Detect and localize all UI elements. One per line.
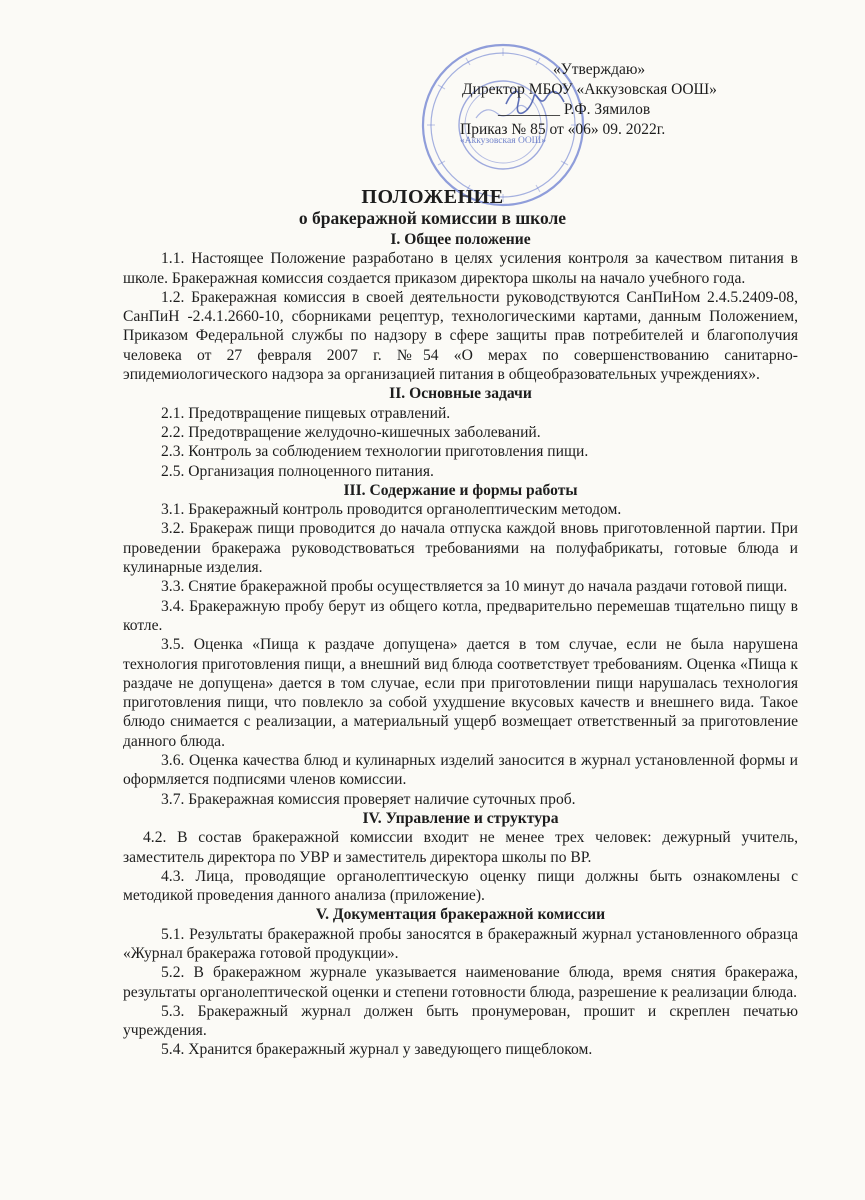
section-paragraph: 3.7. Бракеражная комиссия проверяет наличие суточных проб. [161,790,576,808]
section-paragraph: 2.5. Организация полноценного питания. [161,462,434,480]
section-paragraph: 4.2. В состав бракеражной комиссии входит не менее трех человек: дежурный учитель, заместитель директора по УВР и заместитель директора школы по ВР. [123,829,798,866]
section-heading: IV. Управление и структура [362,809,559,827]
seal-inner-text: «Аккузовская ООШ» [459,136,547,146]
section-paragraph: 5.4. Хранится бракеражный журнал у заведующего пищеблоком. [161,1041,593,1059]
document-body [123,230,798,1060]
approval-line-order: Приказ № 85 от «06» 09. 2022г. [460,121,666,138]
section-paragraph: 3.6. Оценка качества блюд и кулинарных изделий заносится в журнал установленной формы и оформляется подписями членов комиссии. [123,752,798,789]
section-paragraph: 1.1. Настоящее Положение разработано в целях усиления контроля за качеством питания в школе. Бракеражная комиссия создается приказом директора школы на начало учебного года. [123,250,798,287]
section-heading: I. Общее положение [390,231,531,248]
section-paragraph: 5.2. В бракеражном журнале указывается наименование блюда, время снятия бракеража, результаты органолептической оценки и степени готовности блюда, разрешение к реализации блюда. [123,964,798,1001]
section-heading: V. Документация бракеражной комиссии [315,906,606,924]
approval-line-director: Директор МБОУ «Аккузовская ООШ» [462,81,717,98]
section-paragraph: 3.1. Бракеражный контроль проводится органолептическим методом. [161,501,622,519]
section-paragraph: 3.3. Снятие бракеражной пробы осуществляется за 10 минут до начала раздачи готовой пищи. [161,578,788,596]
section-paragraph: 4.3. Лица, проводящие органолептическую оценку пищи должны быть ознакомлены с методикой проведения данного анализа (приложение). [123,867,798,905]
section-paragraph: 2.2. Предотвращение желудочно-кишечных заболеваний. [161,423,541,441]
approval-line-signature: ________ Р.Ф. Зямилов [498,101,651,118]
section-heading: II. Основные задачи [389,385,532,403]
document-subtitle: о бракеражной комиссии в школе [298,208,567,228]
section-paragraph: 3.2. Бракераж пищи проводится до начала отпуска каждой вновь приготовленной партии. При проведении бракеража руководствоваться требованиями на полуфабрикаты, готовые блюда и кулинарные изделия. [123,520,798,577]
section-paragraph: 3.4. Бракеражную пробу берут из общего котла, предварительно перемешав тщательно пищу в котле. [123,597,798,634]
section-heading: III. Содержание и формы работы [343,481,578,499]
section-paragraph: 2.3. Контроль за соблюдением технологии приготовления пищи. [161,443,589,461]
approval-line-approve: «Утверждаю» [553,61,646,78]
section-paragraph: 5.1. Результаты бракеражной пробы заносятся в бракеражный журнал установленного образца «Журнал бракеража готовой продукции». [123,925,798,962]
document-title: ПОЛОЖЕНИЕ [361,186,504,208]
approval-block [440,60,780,140]
section-paragraph: 2.1. Предотвращение пищевых отравлений. [161,404,451,422]
section-paragraph: 1.2. Бракеражная комиссия в своей деятельности руководствуются СанПиНом 2.4.5.2409-08, СанПиН -2.4.1.2660-10, сборниками рецептур, технологическими картами, данным Положением, Приказом Федеральной службы по надзору в сфере защиты прав потребителей и благополучия человека от 27 февраля 2007 г. №54 «О мерах по совершенствованию санитарно-эпидемиологического надзора за организацией питания в общеобразовательных учреждениях». [123,288,798,384]
section-paragraph: 3.5. Оценка «Пища к раздаче допущена» дается в том случае, если не была нарушена технология приготовления пищи, а внешний вид блюда соответствует требованиям. Оценка «Пища к раздаче не допущена» дается в том случае, если при приготовлении пищи нарушалась технология приготовления пищи, что повлекло за собой ухудшение вкусовых качеств и внешнего вида. Такое блюдо снимается с реализации, а материальный ущерб возмещает ответственный за приготовление данного блюда. [123,636,798,750]
section-paragraph: 5.3. Бракеражный журнал должен быть пронумерован, прошит и скреплен печатью учреждения. [123,1002,798,1040]
